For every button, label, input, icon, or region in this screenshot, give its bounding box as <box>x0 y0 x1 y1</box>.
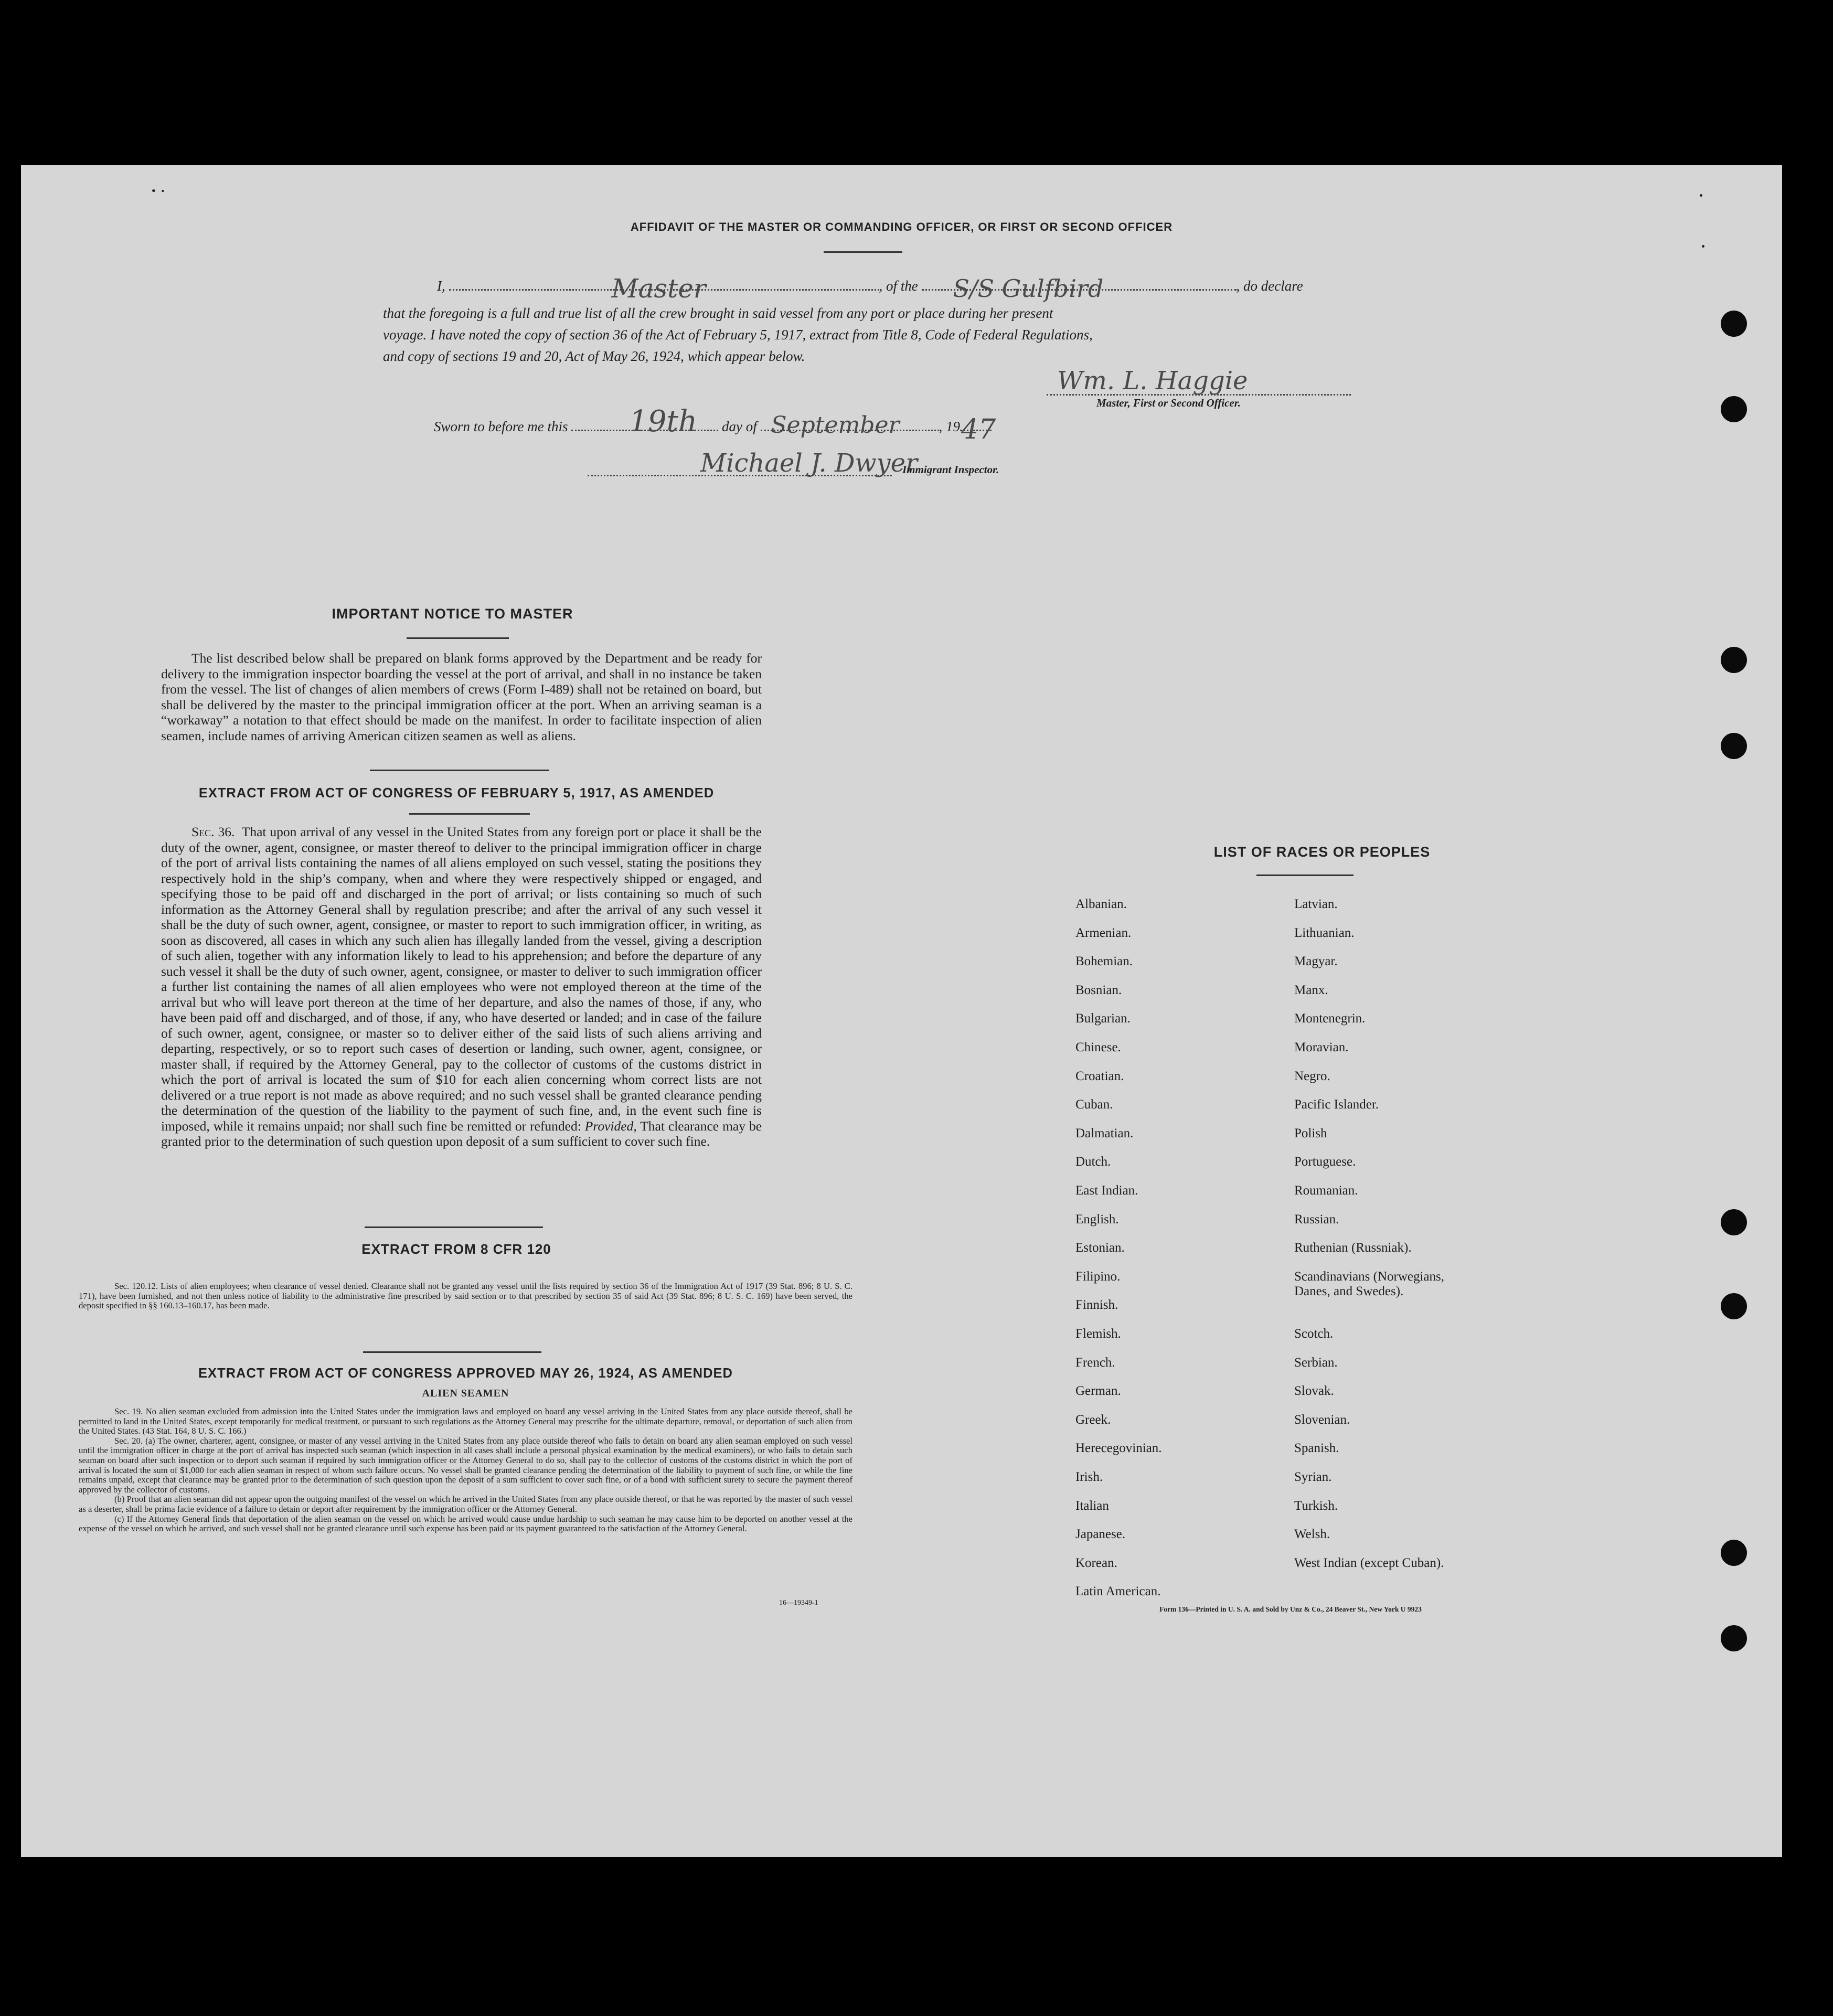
master-handwriting: Master <box>611 273 706 304</box>
sec-36-label: Sec. 36. <box>191 824 235 839</box>
speck <box>1702 245 1704 248</box>
race-item: Russian. <box>1294 1212 1339 1226</box>
i-label: I, <box>437 278 445 294</box>
divider <box>363 1351 541 1353</box>
race-item: Portuguese. <box>1294 1155 1356 1169</box>
divider <box>407 637 509 639</box>
race-item: Japanese. <box>1075 1527 1126 1542</box>
punch-hole <box>1721 1540 1747 1566</box>
extract-1924-body <box>79 1407 852 1534</box>
affidavit-first-line <box>437 273 1303 304</box>
affidavit-body-line: and copy of sections 19 and 20, Act of May 26, 1924, which appear below. <box>383 348 805 364</box>
race-item: Estonian. <box>1075 1241 1125 1255</box>
vessel-handwriting: S/S Gulfbird <box>953 274 1104 303</box>
divider <box>1256 874 1354 876</box>
affidavit-body-line: that the foregoing is a full and true list of all the crew brought in said vessel from any port or place during her present <box>383 305 1053 321</box>
document-page <box>21 165 1782 1857</box>
extract-cfr-body: Sec. 120.12. Lists of alien employees; when clearance of vessel denied. Clearance shall not be granted any vessel until the lists required by section 36 of the Immigration Act of 1917 (39 Stat. 896; 8 U. S. C. 171), have been furnished, and not then unless notice of liability to the administrative fine prescribed by said section or to that prescribed by section 35 of said Act (39 Stat. 896; 8 U. S. C. 169) have been served, the deposit specified in §§ 160.13–160.17, has been made. <box>79 1281 852 1311</box>
race-item: Spanish. <box>1294 1441 1339 1456</box>
notice-heading: IMPORTANT NOTICE TO MASTER <box>332 606 573 622</box>
race-item: German. <box>1075 1384 1121 1399</box>
race-item: Cuban. <box>1075 1097 1113 1112</box>
race-item: Lithuanian. <box>1294 925 1355 940</box>
race-item: English. <box>1075 1212 1119 1226</box>
extract-1917-body <box>161 824 762 1149</box>
race-item: Negro. <box>1294 1069 1330 1083</box>
race-item: French. <box>1075 1355 1115 1370</box>
form-footer: Form 136—Printed in U. S. A. and Sold by Unz & Co., 24 Beaver St., New York U 9923 <box>1159 1605 1422 1613</box>
race-item: Scandinavians (Norwegians, Danes, and Swedes). <box>1294 1269 1445 1298</box>
race-item: Croatian. <box>1075 1069 1124 1083</box>
race-item: Korean. <box>1075 1555 1117 1570</box>
race-item: Herecegovinian. <box>1075 1441 1162 1456</box>
race-item: Bosnian. <box>1075 983 1122 997</box>
race-item: Slovak. <box>1294 1384 1334 1399</box>
race-item: Latvian. <box>1294 897 1338 911</box>
race-item: Magyar. <box>1294 954 1338 969</box>
race-item: Filipino. <box>1075 1269 1121 1284</box>
day-of-label: day of <box>722 419 757 434</box>
punch-hole <box>1721 1625 1747 1651</box>
sec-20b-text: (b) Proof that an alien seaman did not appear upon the outgoing manifest of the vessel on which he arrived in the United States from any place outside thereof, or that he was reported by the master of such vessel as a deserter, shall be prima facie evidence of a failure to detain or deport after requirement by the immigration officer or the Attorney General. <box>79 1494 852 1514</box>
race-item: Albanian. <box>1075 897 1127 911</box>
master-signature-line <box>1047 394 1351 396</box>
race-item: Moravian. <box>1294 1040 1349 1054</box>
race-item: Armenian. <box>1075 925 1132 940</box>
sec-36-text: That upon arrival of any vessel in the United States from any foreign port or place it shall be the duty of the owner, agent, consignee, or master thereof to deliver to the principal immigration officer in charge of the port of arrival lists containing the names of all aliens employed on such vessel, stating the positions they respectively hold in the ship’s company, when and where they were respectively shipped or engaged, and specifying those to be paid off and discharged in the port of arrival; or lists containing so much of such information as the Attorney General shall by regulation prescribe; and after the arrival of any such vessel it shall be the duty of such owner, agent, consignee, or master to report to such immigration officer, in writing, as soon as discovered, all cases in which any such alien has illegally landed from the vessel, giving a description of such alien, together with any information likely to lead to his apprehension; and before the departure of any such vessel it shall be the duty of such owner, agent, consignee, or master to deliver to such immigration officer a further list containing the names of all alien employees who were not employed thereon at the time of the arrival but who will leave port thereon at the time of her departure, and also the names of those, if any, who have been paid off and discharged, and of those, if any, who have deserted or landed; and in case of the failure of such owner, agent, consignee, or master so to deliver either of the said lists of such aliens arriving and departing, respectively, or so to report such cases of desertion or landing, such owner, agent, consignee, or master shall, if required by the Attorney General, pay to the collector of customs of the customs district in which the port of arrival is located the sum of $10 for each alien concerning whom correct lists are not delivered or a true report is not made as above required; and no such vessel shall be granted clearance pending the determination of the question of the liability to the payment of such fine, and, in the event such fine is imposed, while it remains unpaid; nor shall such fine be remitted or refunded: <box>161 824 762 1134</box>
punch-hole <box>1721 396 1747 422</box>
inspector-caption: Immigrant Inspector. <box>902 463 999 476</box>
race-item: Serbian. <box>1294 1355 1338 1370</box>
month-handwriting: September <box>771 412 900 439</box>
declare-label: , do declare <box>1236 278 1303 294</box>
form-code: 16—19349-1 <box>779 1599 818 1607</box>
extract-1924-subheading: ALIEN SEAMEN <box>422 1388 509 1399</box>
race-item: Montenegrin. <box>1294 1011 1366 1026</box>
inspector-signature: Michael J. Dwyer <box>700 449 918 478</box>
punch-hole <box>1721 733 1747 759</box>
divider <box>370 770 549 771</box>
race-item: Polish <box>1294 1126 1327 1140</box>
race-item: Slovenian. <box>1294 1412 1350 1427</box>
race-item: West Indian (except Cuban). <box>1294 1555 1444 1570</box>
race-item: Italian <box>1075 1498 1109 1513</box>
divider <box>365 1226 543 1228</box>
sec-20c-text: (c) If the Attorney General finds that deportation of the alien seaman on the vessel on which he arrived would cause undue hardship to such seaman he may cause him to be deported on another vessel at the expense of the vessel on which he arrived, and such vessel shall not be granted clearance until such expense has been paid or its payment guaranteed to the satisfaction of the Attorney General. <box>79 1513 852 1534</box>
punch-hole <box>1721 311 1747 337</box>
punch-hole <box>1721 647 1747 673</box>
day-field <box>571 404 718 439</box>
race-item: Welsh. <box>1294 1527 1330 1542</box>
of-the-label: , of the <box>879 278 918 294</box>
race-item: Dutch. <box>1075 1155 1111 1169</box>
speck <box>162 190 164 192</box>
extract-1917-heading: EXTRACT FROM ACT OF CONGRESS OF FEBRUARY 5, 1917, AS AMENDED <box>198 786 715 801</box>
race-item: Latin American. <box>1075 1584 1161 1599</box>
master-field <box>449 273 879 304</box>
race-item: Bohemian. <box>1075 954 1133 969</box>
race-item: Pacific Islander. <box>1294 1097 1379 1112</box>
punch-hole <box>1721 1209 1747 1235</box>
extract-cfr-heading: EXTRACT FROM 8 CFR 120 <box>361 1241 551 1257</box>
race-item: Greek. <box>1075 1412 1111 1427</box>
year-field <box>960 414 996 445</box>
speck <box>152 189 155 192</box>
divider <box>409 813 530 815</box>
sworn-label: Sworn to before me this <box>434 419 568 434</box>
race-item: Bulgarian. <box>1075 1011 1131 1026</box>
day-handwriting: 19th <box>629 404 698 439</box>
punch-hole <box>1721 1293 1747 1319</box>
affidavit-title: AFFIDAVIT OF THE MASTER OR COMMANDING OFFICER, OR FIRST OR SECOND OFFICER <box>630 220 1173 233</box>
sec-20a-text: Sec. 20. (a) The owner, charterer, agent, consignee, or master of any vessel arriving in the United States from any place outside thereof who fails to detain on board any alien seaman employed on such vessel until the immigration officer in charge at the port of arrival has inspected such seaman (which inspection in all cases shall include a personal physical examination by the medical examiners), or who fails to detain such seaman on board after such inspection or to deport such seaman if required by such immigration officer or the Attorney General to do so, shall pay to the collector of customs of the customs district in which the port of arrival is located the sum of $1,000 for each alien seaman in respect of whom such failure occurs. No vessel shall be granted clearance pending the determination of the liability to payment of such fine, or while the fine remains unpaid, except that clearance may be granted prior to the determination of such question upon the deposit of a sum sufficient to cover such fine, or of a bond with sufficient surety to secure the payment thereof approved by the collector of customs. <box>79 1435 852 1495</box>
sec-19-text: Sec. 19. No alien seaman excluded from admission into the United States under the immigration laws and employed on board any vessel arriving in the United States from any place outside thereof, shall be permitted to land in the United States, except temporarily for medical treatment, or pursuant to such regulations as the Attorney General may prescribe for the ultimate departure, removal, or deportation of such alien from the United States. (43 Stat. 164, 8 U. S. C. 166.) <box>79 1406 852 1436</box>
master-caption: Master, First or Second Officer. <box>1096 397 1241 409</box>
race-item: Dalmatian. <box>1075 1126 1134 1140</box>
extract-1924-heading: EXTRACT FROM ACT OF CONGRESS APPROVED MAY 26, 1924, AS AMENDED <box>198 1366 733 1381</box>
race-item: Scotch. <box>1294 1327 1334 1341</box>
race-item: Syrian. <box>1294 1470 1332 1484</box>
month-field <box>761 412 939 439</box>
notice-body: The list described below shall be prepared on blank forms approved by the Department and be ready for delivery to the immigration inspector boarding the vessel at the port of arrival, and shall in no instance be taken from the vessel. The list of changes of alien members of crews (Form I-489) shall not be retained on board, but shall be delivered by the master to the principal immigration officer at the port. When an arriving seaman is a “workaway” a notation to that effect should be made on the manifest. In order to facilitate inspection of alien seamen, include names of arriving American citizen seamen as well as aliens. <box>161 650 762 743</box>
race-item: Turkish. <box>1294 1498 1338 1513</box>
inspector-signature-line <box>588 475 892 476</box>
race-item: Ruthenian (Russniak). <box>1294 1241 1412 1255</box>
speck <box>1700 194 1702 197</box>
race-item: East Indian. <box>1075 1183 1138 1198</box>
provided-label: Provided, <box>584 1118 637 1134</box>
race-item: Flemish. <box>1075 1327 1121 1341</box>
sec-36-proviso: That clearance may be granted prior to the determination of such question upon deposit of a sum sufficient to cover such fine. <box>161 1118 762 1149</box>
affidavit-body-line: voyage. I have noted the copy of section 36 of the Act of February 5, 1917, extract from Title 8, Code of Federal Regulations, <box>383 327 1093 343</box>
divider <box>824 251 902 253</box>
year-handwriting: 47 <box>961 414 996 445</box>
race-item: Chinese. <box>1075 1040 1121 1054</box>
race-item: Finnish. <box>1075 1298 1118 1313</box>
race-item: Roumanian. <box>1294 1183 1358 1198</box>
affidavit-body <box>383 303 1380 367</box>
race-item: Irish. <box>1075 1470 1103 1484</box>
sworn-line <box>434 404 996 445</box>
vessel-field <box>922 274 1237 303</box>
races-heading: LIST OF RACES OR PEOPLES <box>1213 844 1431 860</box>
master-signature: Wm. L. Haggie <box>1057 366 1248 396</box>
race-item: Manx. <box>1294 983 1328 997</box>
year-prefix: , 19 <box>939 419 960 434</box>
